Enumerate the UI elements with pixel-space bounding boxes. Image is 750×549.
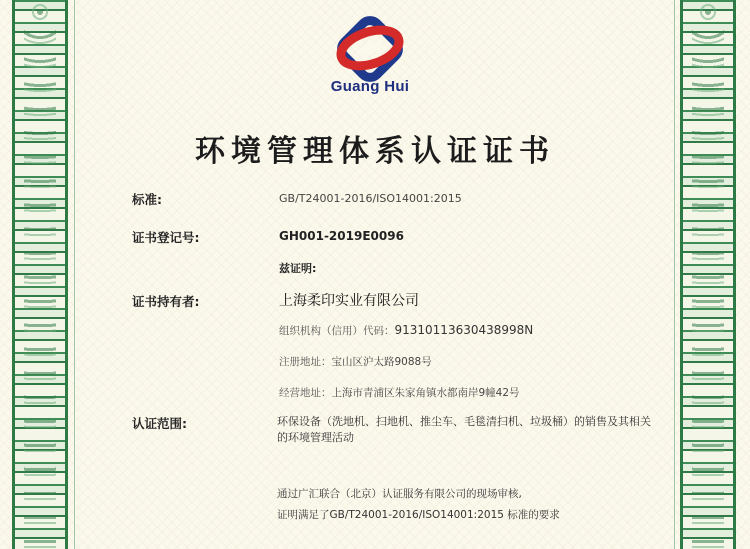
decorative-border-right bbox=[680, 0, 736, 549]
registration-label: 证书登记号: bbox=[132, 230, 200, 245]
reg-address-value: 宝山区沪太路9088号 bbox=[331, 356, 432, 368]
decorative-border-left bbox=[12, 0, 68, 549]
certified-label: 兹证明: bbox=[279, 262, 317, 275]
standard-label: 标准: bbox=[132, 192, 162, 207]
holder-label: 证书持有者: bbox=[132, 294, 200, 309]
biz-address-row bbox=[279, 385, 520, 400]
org-code-key: 组织机构（信用）代码： bbox=[279, 325, 395, 337]
border-rule-left bbox=[74, 0, 75, 549]
biz-address-key: 经营地址： bbox=[279, 387, 332, 399]
reg-address-row bbox=[279, 354, 432, 369]
biz-address-value: 上海市青浦区朱家角镇水都南岸9幢42号 bbox=[331, 387, 520, 399]
logo-wordmark: Guang Hui bbox=[330, 78, 410, 95]
reg-address-key: 注册地址： bbox=[279, 356, 332, 368]
registration-value: GH001-2019E0096 bbox=[279, 229, 404, 243]
certificate-title: 环境管理体系认证证书 bbox=[195, 134, 555, 169]
holder-name: 上海柔印实业有限公司 bbox=[279, 293, 419, 309]
footer-line-2: 证明满足了GB/T24001-2016/ISO14001:2015 标准的要求 bbox=[277, 509, 560, 521]
scope-text: 环保设备（洗地机、扫地机、推尘车、毛毯清扫机、垃圾桶）的销售及其相关的环境管理活动 bbox=[277, 415, 651, 444]
org-code-row bbox=[279, 323, 533, 338]
footer-line-1: 通过广汇联合（北京）认证服务有限公司的现场审核, bbox=[277, 488, 522, 500]
scope-label: 认证范围: bbox=[132, 416, 187, 431]
border-rule-right bbox=[674, 0, 675, 549]
org-code-value: 91310113630438998N bbox=[394, 323, 534, 337]
standard-value: GB/T24001-2016/ISO14001:2015 bbox=[279, 192, 462, 205]
